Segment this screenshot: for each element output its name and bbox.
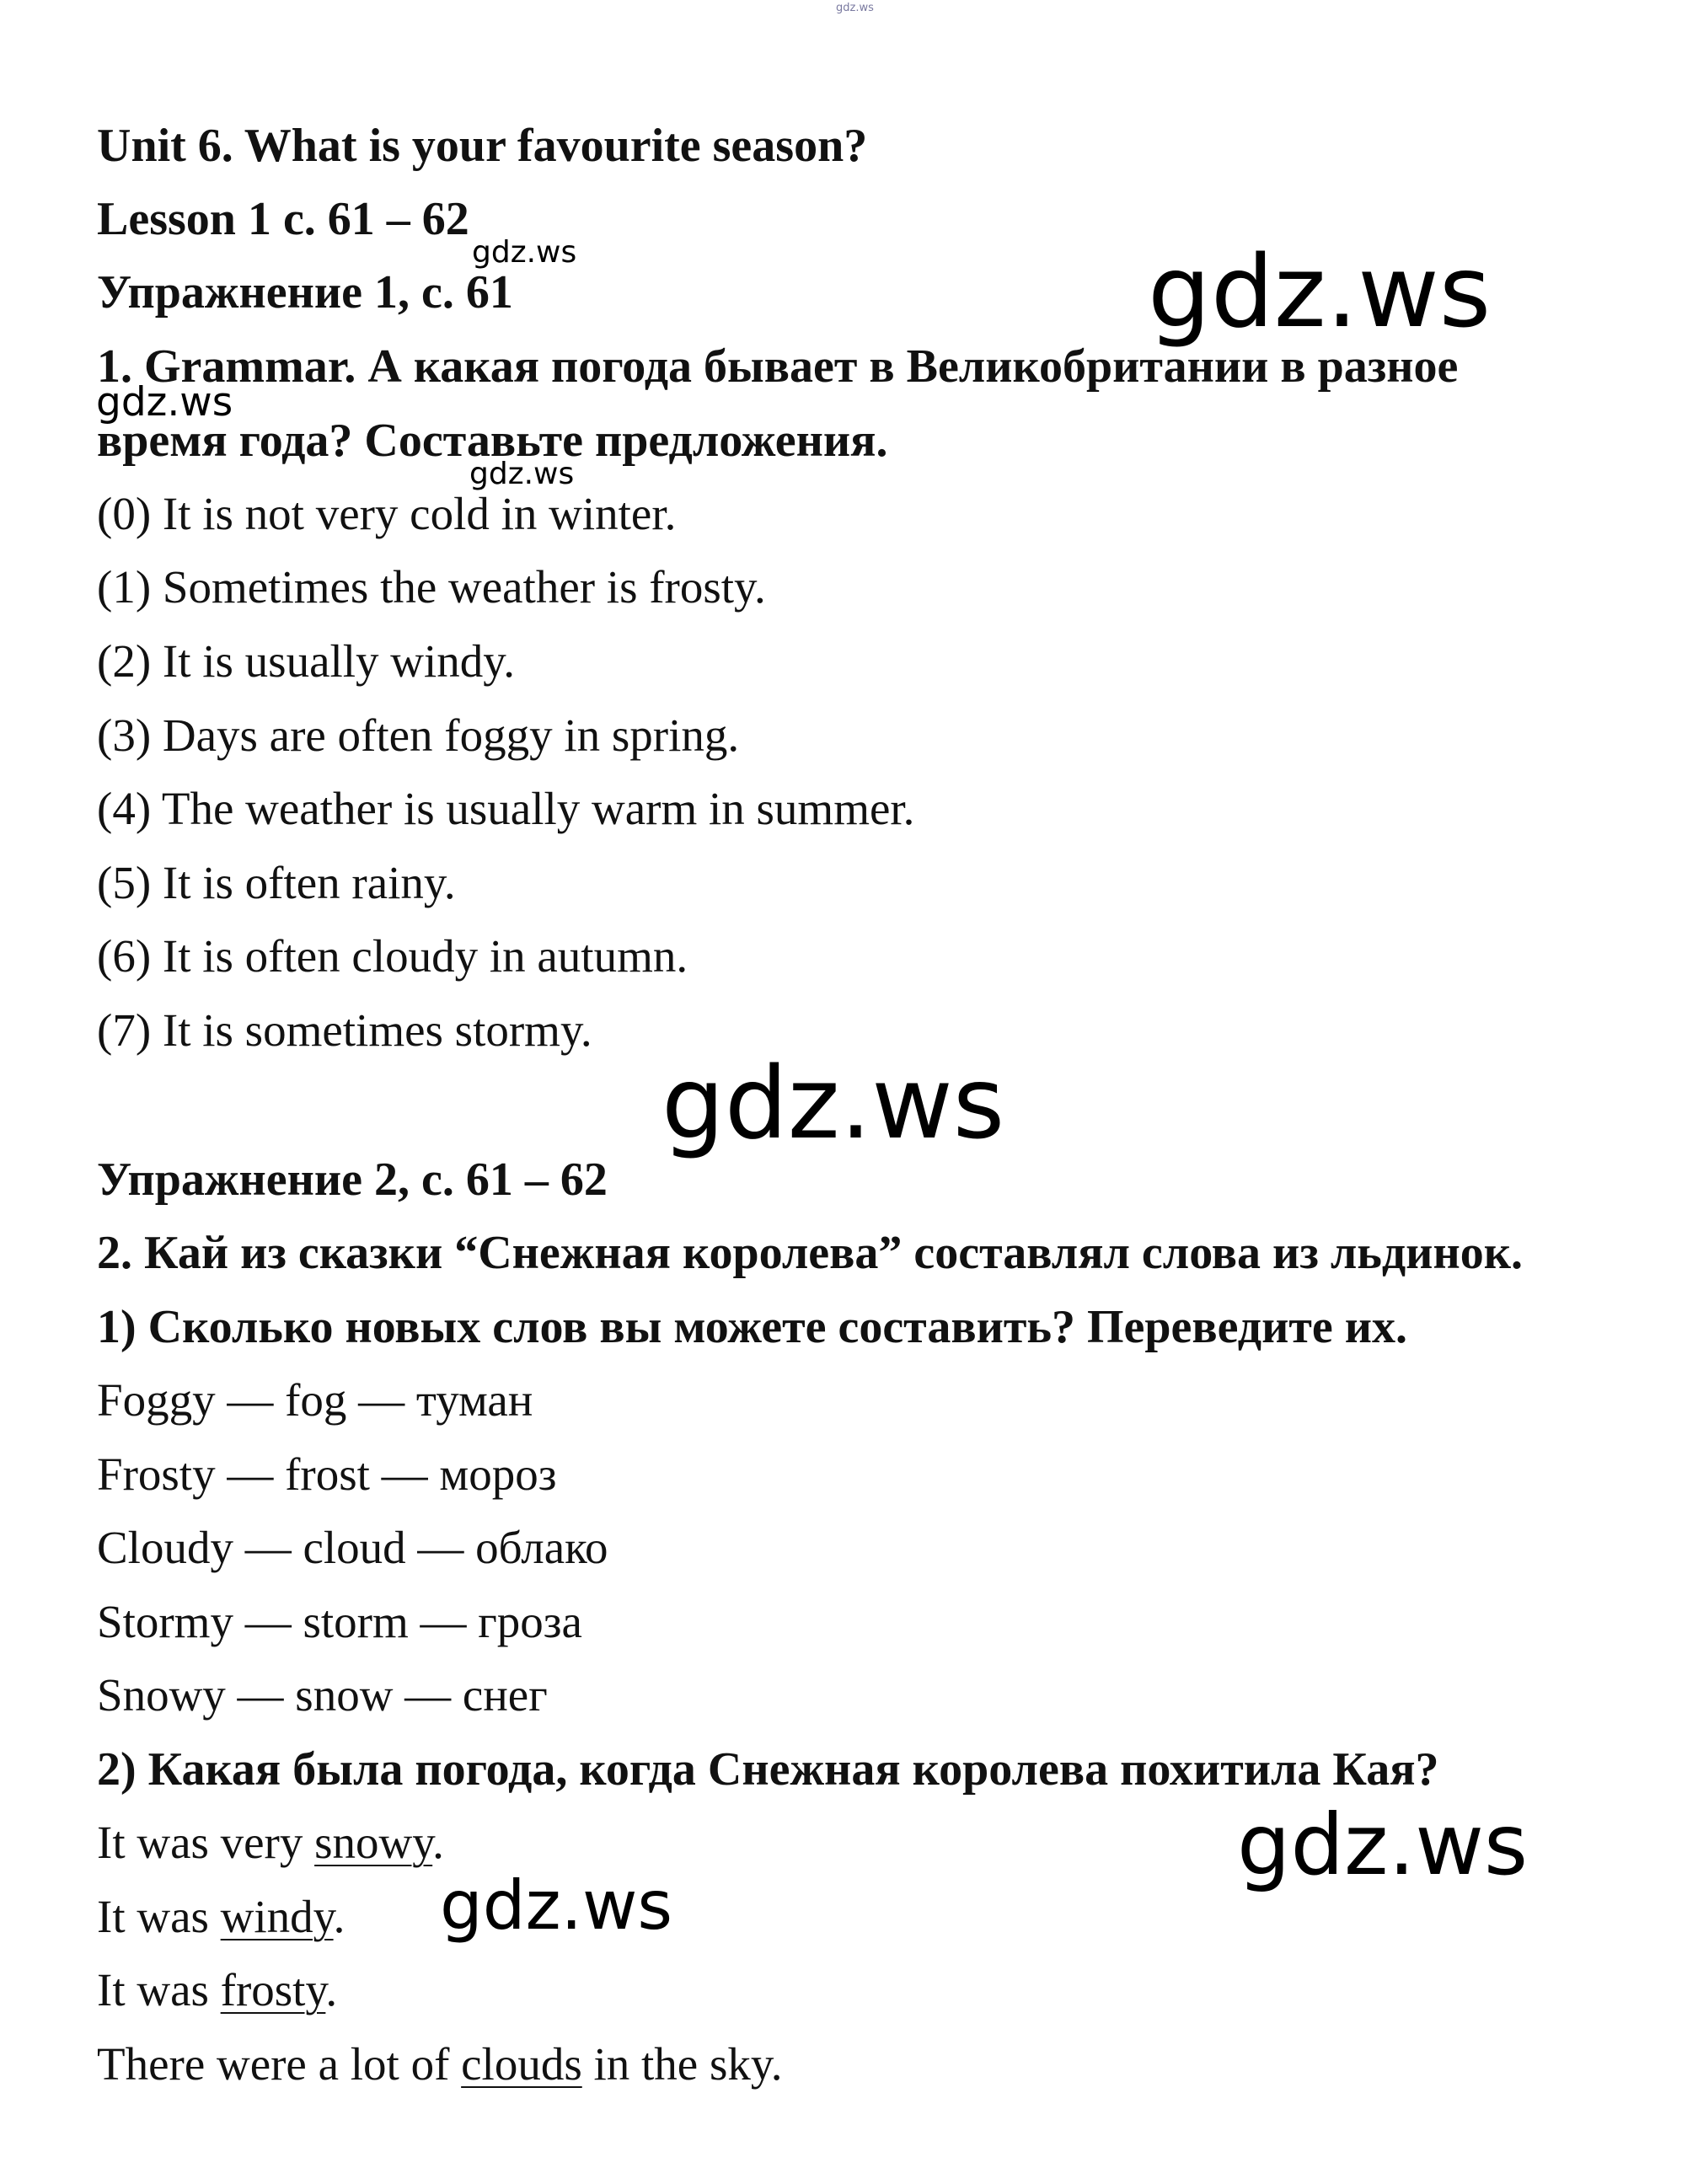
answer-line: (2) It is usually windy. bbox=[97, 635, 515, 687]
sentence-line bbox=[97, 1819, 444, 1866]
lesson-title: Lesson 1 с. 61 – 62 bbox=[97, 193, 469, 245]
sentence-line bbox=[97, 1964, 338, 2015]
watermark-top: gdz.ws bbox=[836, 2, 874, 14]
answer-line: (7) It is sometimes stormy. bbox=[97, 1004, 592, 1056]
exercise-2-part-1-question: 1) Сколько новых слов вы можете составить? Переведите их. bbox=[97, 1301, 1407, 1353]
sentence-text: . bbox=[432, 1817, 444, 1868]
word-line: Stormy — storm — гроза bbox=[97, 1596, 582, 1647]
watermark-medium-1: gdz.ws bbox=[96, 379, 233, 426]
watermark-small-2: gdz.ws bbox=[469, 457, 575, 491]
underlined-word: clouds bbox=[461, 2038, 582, 2090]
sentence-line bbox=[97, 1893, 345, 1940]
answer-line: (3) Days are often foggy in spring. bbox=[97, 709, 740, 761]
watermark-large-2: gdz.ws bbox=[662, 1045, 1005, 1161]
exercise-2-task: 2. Кай из сказки “Снежная королева” составлял слова из льдинок. bbox=[97, 1227, 1523, 1279]
sentence-text: It was very bbox=[97, 1817, 315, 1868]
exercise-2-heading: Упражнение 2, с. 61 – 62 bbox=[97, 1154, 608, 1206]
answer-line: (1) Sometimes the weather is frosty. bbox=[97, 561, 766, 613]
exercise-1-heading: Упражнение 1, с. 61 bbox=[97, 266, 513, 318]
sentence-text: It was bbox=[97, 1891, 221, 1942]
exercise-1-task-line-2: время года? Составьте предложения. bbox=[97, 415, 888, 467]
sentence-text: in the sky. bbox=[581, 2038, 783, 2090]
underlined-word: windy bbox=[220, 1891, 334, 1942]
sentence-text: . bbox=[325, 1964, 338, 2015]
answer-line: (0) It is not very cold in winter. bbox=[97, 488, 677, 539]
sentence-line bbox=[97, 2038, 783, 2090]
watermark-small-1: gdz.ws bbox=[472, 235, 577, 270]
sentence-text: It was bbox=[97, 1964, 221, 2015]
sentence-text: . bbox=[333, 1891, 345, 1942]
answer-line: (4) The weather is usually warm in summer. bbox=[97, 783, 915, 834]
word-line: Snowy — snow — снег bbox=[97, 1669, 548, 1721]
answer-line: (6) It is often cloudy in autumn. bbox=[97, 930, 688, 982]
watermark-medium-2: gdz.ws bbox=[440, 1866, 673, 1945]
word-line: Frosty — frost — мороз bbox=[97, 1448, 557, 1500]
underlined-word: snowy bbox=[314, 1817, 433, 1868]
unit-title: Unit 6. What is your favourite season? bbox=[97, 120, 868, 172]
word-line: Cloudy — cloud — облако bbox=[97, 1522, 608, 1573]
exercise-2-part-2-question: 2) Какая была погода, когда Снежная королева похитила Кая? bbox=[97, 1743, 1439, 1796]
exercise-1-task-line-1: 1. Grammar. А какая погода бывает в Великобритании в разное bbox=[97, 340, 1459, 393]
watermark-large-1: gdz.ws bbox=[1148, 233, 1492, 350]
word-line: Foggy — fog — туман bbox=[97, 1374, 533, 1426]
watermark-large-3: gdz.ws bbox=[1237, 1796, 1529, 1894]
answer-line: (5) It is often rainy. bbox=[97, 857, 456, 908]
underlined-word: frosty bbox=[220, 1964, 326, 2015]
sentence-text: There were a lot of bbox=[97, 2038, 462, 2090]
